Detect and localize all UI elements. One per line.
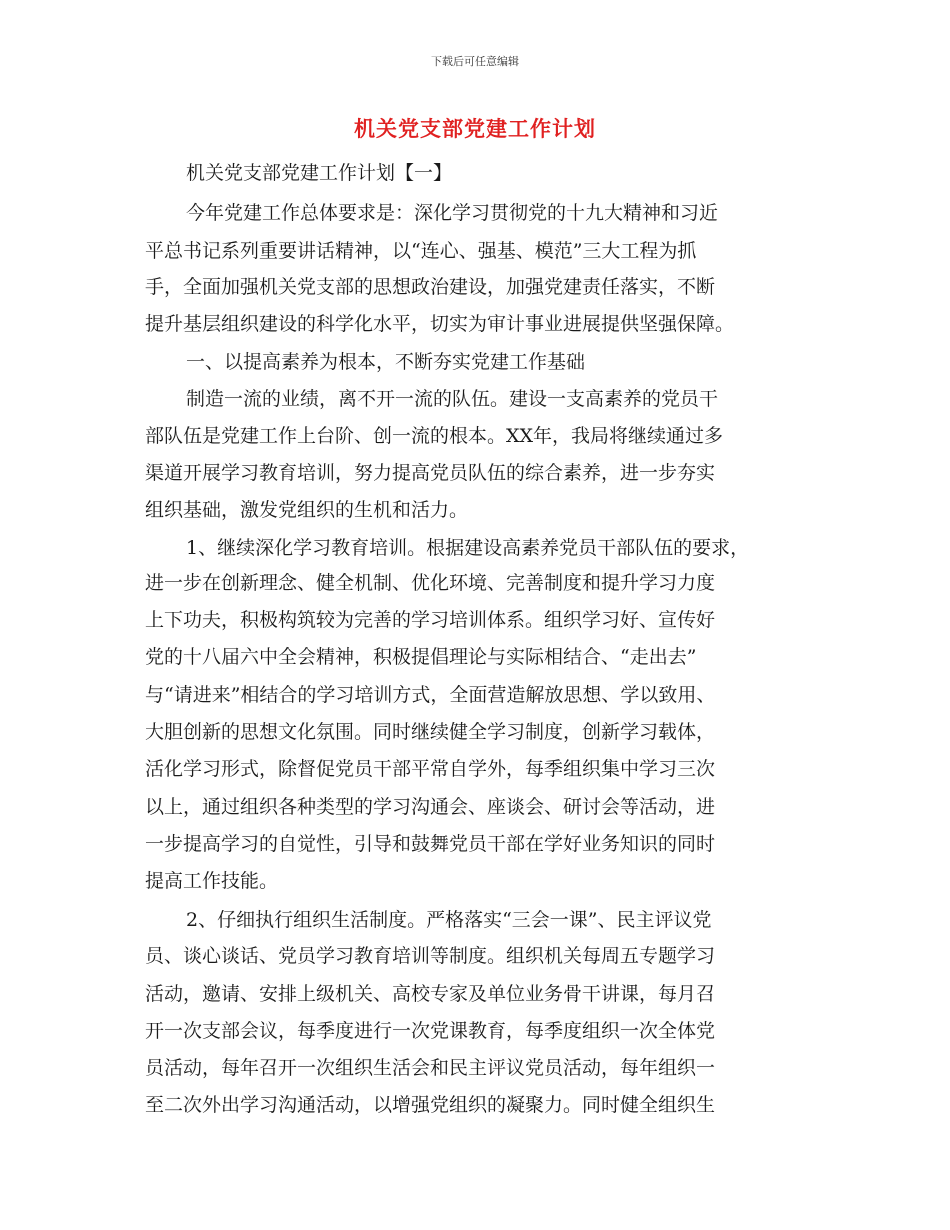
paragraph-line: 上下功夫，积极构筑较为完善的学习培训体系。组织学习好、宣传好 bbox=[145, 609, 716, 631]
paragraph-line: 活动，邀请、安排上级机关、高校专家及单位业务骨干讲课，每月召 bbox=[145, 983, 716, 1005]
paragraph-line: 组织基础，激发党组织的生机和活力。 bbox=[145, 499, 469, 521]
paragraph-line: 至二次外出学习沟通活动，以增强党组织的凝聚力。同时健全组织生 bbox=[145, 1094, 716, 1116]
paragraph-line: 党的十八届六中全会精神，积极提倡理论与实际相结合、“走出去” bbox=[145, 646, 697, 668]
paragraph-line: 手，全面加强机关党支部的思想政治建设，加强党建责任落实，不断 bbox=[145, 276, 716, 298]
paragraph-line: 部队伍是党建工作上台阶、创一流的根本。XX年，我局将继续通过多 bbox=[145, 425, 724, 447]
paragraph-line: 与“请进来”相结合的学习培训方式，全面营造解放思想、学以致用、 bbox=[145, 684, 716, 706]
paragraph-line: 大胆创新的思想文化氛围。同时继续健全学习制度，创新学习载体， bbox=[145, 721, 716, 743]
paragraph-line: 2、仔细执行组织生活制度。严格落实“三会一课”、民主评议党 bbox=[186, 909, 712, 931]
paragraph-line: 提高工作技能。 bbox=[145, 870, 279, 892]
paragraph-line: 渠道开展学习教育培训，努力提高党员队伍的综合素养，进一步夯实 bbox=[145, 462, 716, 484]
document-title: 机关党支部党建工作计划 bbox=[354, 117, 596, 141]
paragraph-line: 今年党建工作总体要求是：深化学习贯彻党的十九大精神和习近 bbox=[186, 202, 719, 224]
paragraph-line: 1、继续深化学习教育培训。根据建设高素养党员干部队伍的要求， bbox=[186, 537, 750, 559]
paragraph-line: 提升基层组织建设的科学化水平，切实为审计事业进展提供坚强保障。 bbox=[145, 313, 735, 335]
paragraph-line: 制造一流的业绩，离不开一流的队伍。建设一支高素养的党员干 bbox=[186, 388, 719, 410]
paragraph-line: 平总书记系列重要讲话精神，以“连心、强基、模范”三大工程为抓 bbox=[145, 240, 697, 262]
paragraph-line: 员活动，每年召开一次组织生活会和民主评议党员活动，每年组织一 bbox=[145, 1057, 716, 1079]
subsection-heading: 一、以提高素养为根本，不断夯实党建工作基础 bbox=[186, 351, 586, 373]
header-note: 下载后可任意编辑 bbox=[431, 55, 519, 68]
paragraph-line: 员、谈心谈话、党员学习教育培训等制度。组织机关每周五专题学习 bbox=[145, 945, 716, 967]
section-heading: 机关党支部党建工作计划【一】 bbox=[186, 162, 453, 184]
paragraph-line: 进一步在创新理念、健全机制、优化环境、完善制度和提升学习力度 bbox=[145, 572, 716, 594]
paragraph-line: 活化学习形式，除督促党员干部平常自学外，每季组织集中学习三次 bbox=[145, 758, 716, 780]
paragraph-line: 开一次支部会议，每季度进行一次党课教育，每季度组织一次全体党 bbox=[145, 1020, 716, 1042]
paragraph-line: 以上，通过组织各种类型的学习沟通会、座谈会、研讨会等活动，进 bbox=[145, 796, 716, 818]
paragraph-line: 一步提高学习的自觉性，引导和鼓舞党员干部在学好业务知识的同时 bbox=[145, 833, 716, 855]
